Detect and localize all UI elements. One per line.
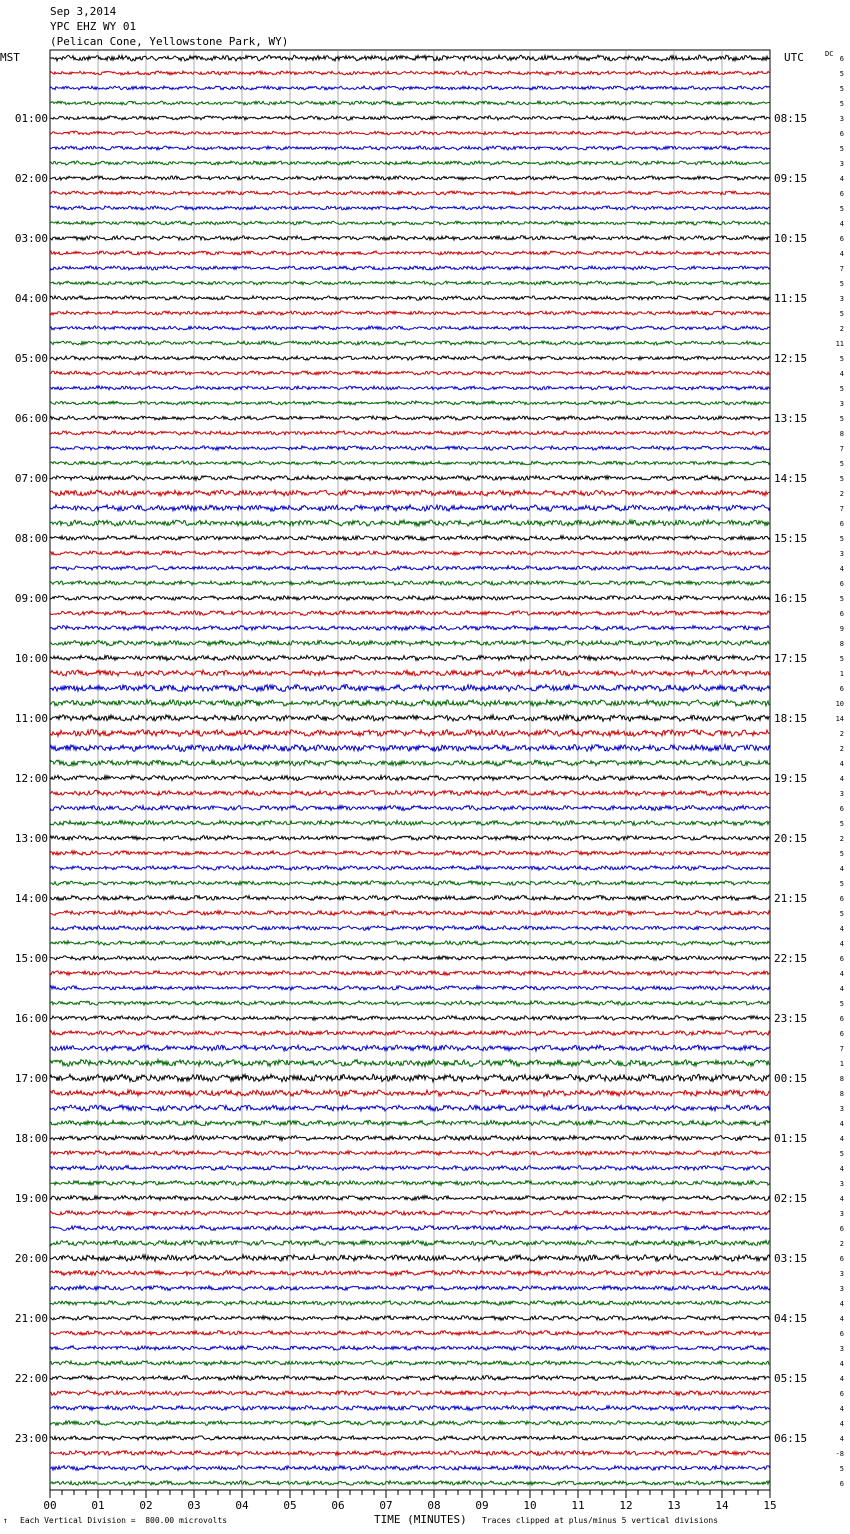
seismic-trace	[50, 881, 770, 885]
x-tick-label: 07	[379, 1499, 393, 1512]
dc-offset-value: 6	[839, 190, 844, 198]
seismic-trace	[50, 176, 770, 180]
dc-offset-value: 6	[839, 805, 844, 813]
right-hour-label: 13:15	[774, 412, 808, 425]
dc-offset-value: 3	[839, 400, 844, 408]
dc-offset-value: 4	[839, 220, 844, 228]
seismic-trace	[50, 1436, 770, 1440]
seismic-trace	[50, 1466, 770, 1471]
dc-offset-value: 4	[839, 775, 844, 783]
seismic-trace	[50, 296, 770, 300]
left-hour-label: 20:00	[14, 1252, 48, 1265]
seismic-trace	[50, 191, 770, 195]
seismic-trace	[50, 655, 770, 660]
seismic-trace	[50, 971, 770, 976]
right-hour-label: 05:15	[774, 1372, 808, 1385]
seismic-trace	[50, 745, 770, 752]
dc-offset-value: 4	[839, 1195, 844, 1203]
seismic-trace	[50, 941, 770, 946]
dc-offset-value: 4	[839, 1435, 844, 1443]
x-tick-label: 14	[715, 1499, 729, 1512]
x-tick-label: 13	[667, 1499, 681, 1512]
left-hour-label: 16:00	[14, 1012, 48, 1025]
dc-offset-value: 6	[839, 1225, 844, 1233]
seismic-trace	[50, 206, 770, 210]
seismic-trace	[50, 416, 770, 420]
dc-offset-value: 6	[839, 610, 844, 618]
dc-offset-value: 3	[839, 1285, 844, 1293]
station-location: (Pelican Cone, Yellowstone Park, WY)	[50, 35, 289, 48]
seismic-trace	[50, 836, 770, 841]
dc-offset-value: 10	[835, 700, 844, 708]
dc-offset-value: 6	[839, 1390, 844, 1398]
dc-offset-value: 4	[839, 175, 844, 183]
dc-offset-value: 6	[839, 1480, 844, 1488]
dc-offset-value: 6	[839, 685, 844, 693]
station-code: YPC EHZ WY 01	[50, 20, 137, 33]
dc-offset-value: 7	[839, 505, 844, 513]
x-tick-label: 10	[523, 1499, 537, 1512]
seismic-trace	[50, 986, 770, 990]
dc-offset-value: 5	[839, 595, 844, 603]
seismic-trace	[50, 1060, 770, 1067]
seismic-trace	[50, 431, 770, 435]
left-hour-label: 22:00	[14, 1372, 48, 1385]
seismic-trace	[50, 446, 770, 450]
seismic-trace	[50, 700, 770, 706]
seismic-trace	[50, 266, 770, 270]
seismic-trace	[50, 1255, 770, 1261]
right-hour-label: 17:15	[774, 652, 808, 665]
seismic-trace	[50, 1376, 770, 1381]
seismic-trace	[50, 626, 770, 631]
left-hour-label: 11:00	[14, 712, 48, 725]
seismic-trace	[50, 490, 770, 496]
seismic-trace	[50, 760, 770, 766]
seismic-trace	[50, 611, 770, 616]
seismic-trace	[50, 1451, 770, 1456]
seismic-trace	[50, 1391, 770, 1396]
dc-offset-value: 1	[839, 1060, 844, 1068]
dc-offset-value: 6	[839, 955, 844, 963]
right-hour-label: 16:15	[774, 592, 808, 605]
seismic-trace	[50, 866, 770, 870]
x-tick-label: 12	[619, 1499, 633, 1512]
seismic-trace	[50, 341, 770, 345]
dc-offset-value: 5	[839, 70, 844, 78]
seismic-trace	[50, 386, 770, 390]
right-hour-label: 12:15	[774, 352, 808, 365]
seismic-trace	[50, 775, 770, 780]
dc-offset-value: 14	[835, 715, 844, 723]
right-hour-label: 15:15	[774, 532, 808, 545]
dc-offset-value: 2	[839, 835, 844, 843]
dc-offset-value: 4	[839, 370, 844, 378]
seismic-trace	[50, 1316, 770, 1321]
seismic-trace	[50, 356, 770, 360]
dc-offset-value: 8	[839, 1090, 844, 1098]
seismic-trace	[50, 1346, 770, 1350]
seismic-trace	[50, 911, 770, 916]
seismic-trace	[50, 1136, 770, 1141]
seismic-trace	[50, 790, 770, 795]
seismic-trace	[50, 685, 770, 692]
dc-column-label: DC	[825, 50, 834, 58]
dc-offset-value: 7	[839, 1045, 844, 1053]
seismic-trace	[50, 581, 770, 586]
x-tick-label: 08	[427, 1499, 441, 1512]
right-hour-label: 08:15	[774, 112, 808, 125]
left-hour-label: 13:00	[14, 832, 48, 845]
dc-offset-value: 9	[839, 625, 844, 633]
seismic-trace	[50, 1120, 770, 1125]
seismic-trace	[50, 926, 770, 930]
seismic-trace	[50, 1301, 770, 1306]
seismic-trace	[50, 401, 770, 405]
dc-offset-value: -8	[835, 1450, 844, 1458]
right-timezone-label: UTC	[784, 51, 804, 64]
left-hour-label: 14:00	[14, 892, 48, 905]
dc-offset-value: 4	[839, 985, 844, 993]
dc-offset-value: 6	[839, 1030, 844, 1038]
seismic-trace	[50, 1105, 770, 1111]
left-hour-label: 04:00	[14, 292, 48, 305]
dc-offset-value: 4	[839, 1420, 844, 1428]
dc-offset-value: 5	[839, 310, 844, 318]
seismic-trace	[50, 1166, 770, 1171]
dc-offset-value: 3	[839, 550, 844, 558]
dc-offset-value: 3	[839, 790, 844, 798]
right-hour-label: 04:15	[774, 1312, 808, 1325]
seismic-trace	[50, 1361, 770, 1366]
seismic-trace	[50, 1016, 770, 1021]
seismic-trace	[50, 161, 770, 165]
dc-offset-value: 6	[839, 55, 844, 63]
x-tick-label: 09	[475, 1499, 489, 1512]
seismic-trace	[50, 461, 770, 465]
seismic-trace	[50, 956, 770, 961]
seismic-trace	[50, 505, 770, 511]
scale-note: Each Vertical Division = 800.00 microvolts	[20, 1516, 228, 1525]
right-hour-label: 10:15	[774, 232, 808, 245]
dc-offset-value: 6	[839, 130, 844, 138]
seismic-trace	[50, 326, 770, 330]
dc-offset-value: 4	[839, 1165, 844, 1173]
seismic-trace	[50, 1226, 770, 1231]
dc-offset-value: 5	[839, 535, 844, 543]
left-hour-label: 15:00	[14, 952, 48, 965]
seismic-trace	[50, 236, 770, 240]
left-hour-label: 07:00	[14, 472, 48, 485]
dc-offset-value: 5	[839, 1000, 844, 1008]
dc-offset-value: 5	[839, 385, 844, 393]
dc-offset-value: 3	[839, 1105, 844, 1113]
dc-offset-value: 4	[839, 1300, 844, 1308]
dc-offset-value: 5	[839, 655, 844, 663]
seismic-trace	[50, 596, 770, 601]
x-tick-label: 02	[139, 1499, 153, 1512]
seismic-trace	[50, 1181, 770, 1186]
dc-offset-value: 3	[839, 1345, 844, 1353]
right-hour-label: 18:15	[774, 712, 808, 725]
x-tick-label: 11	[571, 1499, 585, 1512]
dc-offset-value: 5	[839, 415, 844, 423]
clip-note: Traces clipped at plus/minus 5 vertical divisions	[482, 1516, 719, 1525]
seismic-trace	[50, 71, 770, 75]
seismic-trace	[50, 640, 770, 645]
right-hour-label: 22:15	[774, 952, 808, 965]
left-hour-label: 01:00	[14, 112, 48, 125]
left-hour-label: 03:00	[14, 232, 48, 245]
dc-offset-value: 8	[839, 1075, 844, 1083]
seismic-trace	[50, 1090, 770, 1096]
right-hour-label: 06:15	[774, 1432, 808, 1445]
dc-offset-value: 5	[839, 475, 844, 483]
record-date: Sep 3,2014	[50, 5, 117, 18]
dc-offset-value: 3	[839, 160, 844, 168]
dc-offset-value: 6	[839, 235, 844, 243]
seismic-trace	[50, 131, 770, 135]
dc-offset-value: 4	[839, 940, 844, 948]
seismic-trace	[50, 1211, 770, 1216]
seismic-trace	[50, 1045, 770, 1051]
left-hour-label: 02:00	[14, 172, 48, 185]
dc-offset-value: 5	[839, 1150, 844, 1158]
right-hour-label: 20:15	[774, 832, 808, 845]
seismic-trace	[50, 730, 770, 737]
seismic-trace	[50, 1031, 770, 1036]
left-hour-label: 06:00	[14, 412, 48, 425]
dc-offset-value: 4	[839, 1375, 844, 1383]
right-hour-label: 09:15	[774, 172, 808, 185]
left-timezone-label: MST	[0, 51, 20, 64]
seismic-trace	[50, 715, 770, 721]
dc-offset-value: 5	[839, 850, 844, 858]
seismic-trace	[50, 371, 770, 375]
dc-offset-value: 5	[839, 145, 844, 153]
left-hour-label: 09:00	[14, 592, 48, 605]
seismic-trace	[50, 1151, 770, 1156]
seismic-trace	[50, 551, 770, 556]
dc-offset-value: 6	[839, 520, 844, 528]
x-tick-label: 04	[235, 1499, 249, 1512]
seismic-trace	[50, 221, 770, 225]
dc-offset-value: 4	[839, 1405, 844, 1413]
dc-offset-value: 6	[839, 580, 844, 588]
dc-offset-value: 2	[839, 730, 844, 738]
seismic-trace	[50, 670, 770, 676]
scale-marker-icon: ↑	[3, 1516, 8, 1525]
x-tick-label: 03	[187, 1499, 201, 1512]
dc-offset-value: 4	[839, 1315, 844, 1323]
x-tick-label: 00	[43, 1499, 57, 1512]
dc-offset-value: 5	[839, 1465, 844, 1473]
seismic-trace	[50, 1481, 770, 1485]
dc-offset-value: 7	[839, 265, 844, 273]
dc-offset-value: 5	[839, 820, 844, 828]
seismic-trace	[50, 311, 770, 315]
left-hour-label: 08:00	[14, 532, 48, 545]
seismic-trace	[50, 1196, 770, 1201]
dc-offset-value: 6	[839, 895, 844, 903]
seismic-trace	[50, 116, 770, 120]
dc-offset-value: 6	[839, 1015, 844, 1023]
dc-offset-value: 4	[839, 970, 844, 978]
right-hour-label: 21:15	[774, 892, 808, 905]
x-tick-label: 01	[91, 1499, 105, 1512]
seismic-trace	[50, 101, 770, 105]
dc-offset-value: 11	[835, 340, 844, 348]
dc-offset-value: 2	[839, 1240, 844, 1248]
right-hour-label: 14:15	[774, 472, 808, 485]
dc-offset-value: 5	[839, 460, 844, 468]
left-hour-label: 19:00	[14, 1192, 48, 1205]
dc-offset-value: 4	[839, 1135, 844, 1143]
x-tick-label: 05	[283, 1499, 297, 1512]
left-hour-label: 12:00	[14, 772, 48, 785]
seismic-trace	[50, 476, 770, 481]
left-hour-label: 17:00	[14, 1072, 48, 1085]
seismic-trace	[50, 86, 770, 90]
seismic-trace	[50, 566, 770, 570]
x-axis-title: TIME (MINUTES)	[374, 1513, 467, 1526]
seismic-trace	[50, 1240, 770, 1245]
right-hour-label: 11:15	[774, 292, 808, 305]
seismic-trace	[50, 806, 770, 811]
dc-offset-value: 2	[839, 490, 844, 498]
dc-offset-value: 5	[839, 910, 844, 918]
right-hour-label: 02:15	[774, 1192, 808, 1205]
dc-offset-value: 3	[839, 1270, 844, 1278]
left-hour-label: 10:00	[14, 652, 48, 665]
seismic-trace	[50, 896, 770, 901]
dc-offset-value: 2	[839, 325, 844, 333]
dc-offset-value: 4	[839, 1360, 844, 1368]
dc-offset-value: 5	[839, 85, 844, 93]
seismic-trace	[50, 55, 770, 61]
seismic-trace	[50, 1286, 770, 1291]
seismic-trace	[50, 281, 770, 285]
seismic-trace	[50, 1331, 770, 1336]
seismic-trace	[50, 536, 770, 541]
dc-offset-value: 8	[839, 430, 844, 438]
dc-offset-value: 4	[839, 760, 844, 768]
dc-offset-value: 6	[839, 1330, 844, 1338]
seismic-trace	[50, 1001, 770, 1006]
dc-offset-value: 4	[839, 565, 844, 573]
seismic-trace	[50, 146, 770, 150]
dc-offset-value: 4	[839, 1120, 844, 1128]
left-hour-label: 18:00	[14, 1132, 48, 1145]
seismic-trace	[50, 520, 770, 526]
x-tick-label: 15	[763, 1499, 777, 1512]
seismic-trace	[50, 1421, 770, 1426]
right-hour-label: 00:15	[774, 1072, 808, 1085]
seismic-trace	[50, 851, 770, 856]
dc-offset-value: 4	[839, 865, 844, 873]
dc-offset-value: 4	[839, 250, 844, 258]
seismic-trace	[50, 1270, 770, 1275]
dc-offset-value: 8	[839, 640, 844, 648]
dc-offset-value: 5	[839, 100, 844, 108]
right-hour-label: 23:15	[774, 1012, 808, 1025]
dc-offset-value: 2	[839, 745, 844, 753]
dc-offset-value: 5	[839, 205, 844, 213]
dc-offset-value: 5	[839, 280, 844, 288]
seismic-trace	[50, 251, 770, 255]
dc-offset-value: 1	[839, 670, 844, 678]
seismic-trace	[50, 1074, 770, 1081]
dc-offset-value: 3	[839, 1210, 844, 1218]
dc-offset-value: 3	[839, 115, 844, 123]
right-hour-label: 03:15	[774, 1252, 808, 1265]
left-hour-label: 05:00	[14, 352, 48, 365]
seismic-trace	[50, 1406, 770, 1411]
right-hour-label: 19:15	[774, 772, 808, 785]
dc-offset-value: 5	[839, 880, 844, 888]
dc-offset-value: 7	[839, 445, 844, 453]
seismic-trace	[50, 821, 770, 826]
dc-offset-value: 4	[839, 925, 844, 933]
dc-offset-value: 3	[839, 1180, 844, 1188]
left-hour-label: 23:00	[14, 1432, 48, 1445]
left-hour-label: 21:00	[14, 1312, 48, 1325]
dc-offset-value: 6	[839, 1255, 844, 1263]
dc-offset-value: 3	[839, 295, 844, 303]
right-hour-label: 01:15	[774, 1132, 808, 1145]
dc-offset-value: 5	[839, 355, 844, 363]
x-tick-label: 06	[331, 1499, 345, 1512]
